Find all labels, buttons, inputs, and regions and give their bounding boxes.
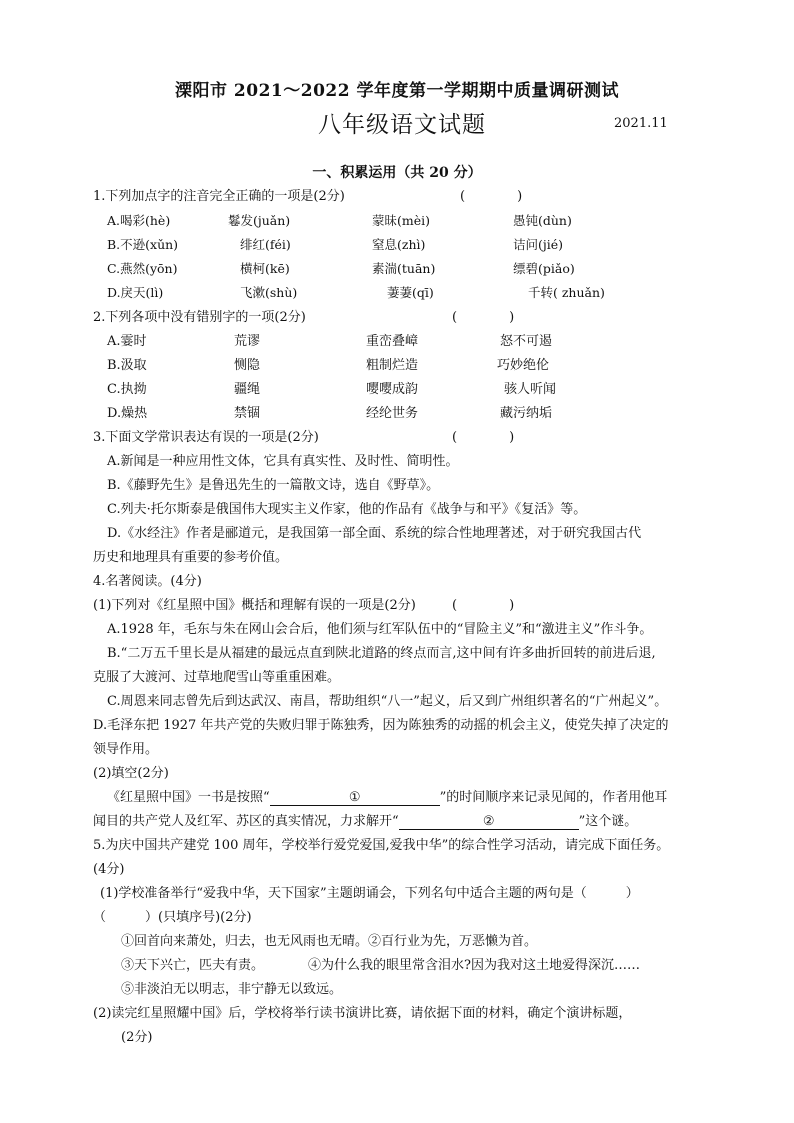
fill-blank-1[interactable] xyxy=(270,791,440,806)
q5-stem-cont: (4分) xyxy=(93,862,125,877)
q1-d-3: 萋萋(qī) xyxy=(387,285,434,300)
q2-c-1: C.执拗 xyxy=(107,382,147,397)
q1-a-2: 鬈发(juǎn) xyxy=(228,213,291,228)
q2-a-2: 荒谬 xyxy=(234,334,261,349)
q4-part1-paren: ( ) xyxy=(452,598,515,613)
q4-option-b-cont: 克服了大渡河、过草地爬雪山等重重困难。 xyxy=(93,670,341,685)
q2-a-3: 重峦叠嶂 xyxy=(366,334,419,349)
q2-d-1: D.燥热 xyxy=(107,406,148,421)
q1-a-4: 愚钝(dùn) xyxy=(513,213,572,228)
q1-c-2: 横柯(kē) xyxy=(240,261,290,276)
q2-b-3: 粗制烂造 xyxy=(366,358,419,373)
q4-stem: 4.名著阅读。(4分) xyxy=(93,574,202,589)
q2-c-3: 嘤嘤成韵 xyxy=(366,382,419,397)
q1-c-1: C.燕然(yōn) xyxy=(107,261,178,276)
q3-answer-paren: ( ) xyxy=(452,430,515,445)
q5-options-line1: ①回首向来萧处，归去，也无风雨也无晴。②百行业为先，万恶懒为首。 xyxy=(121,934,538,949)
q1-b-4: 诘问(jié) xyxy=(513,237,564,252)
q3-option-a: A.新闻是一种应用性文体，它具有真实性、及时性、简明性。 xyxy=(107,454,459,469)
q4-fill-line1 xyxy=(107,790,667,806)
q3-stem: 3.下面文学常识表达有误的一项是(2分) xyxy=(93,430,319,445)
q4-part2-stem: (2)填空(2分) xyxy=(93,766,169,781)
q4-fill2-pre: 闻目的共产党人及红军、苏区的真实情况，力求解开“ xyxy=(93,814,399,829)
q2-d-3: 经纶世务 xyxy=(366,406,419,421)
q1-stem: 1.下列加点字的注音完全正确的一项是(2分) xyxy=(93,189,345,204)
q2-a-1: A.霎时 xyxy=(107,334,147,349)
q5-part1-line1: (1)学校准备举行“爱我中华，天下国家”主题朗诵会，下列名句中适合主题的两句是（ ） xyxy=(100,886,639,901)
q4-part1-stem: (1)下列对《红星照中国》概括和理解有误的一项是(2分) xyxy=(93,598,416,613)
q2-c-4: 骇人听闻 xyxy=(504,382,557,397)
q1-d-4: 千转( zhuǎn) xyxy=(528,285,605,300)
q1-b-1: B.不逊(xǔn) xyxy=(107,237,179,252)
q4-option-a: A.1928 年，毛东与朱在网山会合后，他们须与红军队伍中的“冒险主义”和“激进主义”作斗争。 xyxy=(107,622,653,637)
q2-b-2: 恻隐 xyxy=(234,358,261,373)
q3-option-d: D.《水经注》作者是郦道元，是我国第一部全面、系统的综合性地理著述，对于研究我国古代 xyxy=(107,526,642,541)
q1-b-3: 窒息(zhì) xyxy=(372,237,426,252)
q1-c-4: 缥碧(piǎo) xyxy=(513,261,575,276)
q1-a-1: A.喝彩(hè) xyxy=(107,213,171,228)
q4-fill2-post: ”这个谜。 xyxy=(578,814,638,829)
q5-option-3: ③天下兴亡，匹夫有责。 xyxy=(121,958,265,973)
q2-b-1: B.汲取 xyxy=(107,358,147,373)
q5-stem: 5.为庆中国共产建党 100 周年，学校举行爱党爱国,爱我中华”的综合性学习活动，请完成下面任务。 xyxy=(93,838,670,853)
q1-c-3: 素湍(tuān) xyxy=(372,261,436,276)
fill-blank-1-mark: ① xyxy=(348,790,361,805)
q5-option-4: ④为什么我的眼里常含泪水?因为我对这土地爱得深沉…… xyxy=(308,958,640,973)
q4-option-c: C.周恩来同志曾先后到达武汉、南昌，帮助组织“八一”起义，后又到广州组织著名的“广州起义”。 xyxy=(107,694,668,709)
exam-subtitle: 八年级语文试题 xyxy=(318,112,486,138)
q4-fill1-post: ”的时间顺序来记录见闻的，作者用他耳 xyxy=(439,790,668,805)
q2-d-2: 禁锢 xyxy=(234,406,261,421)
q2-c-2: 疆绳 xyxy=(234,382,261,397)
q1-answer-paren: ( ) xyxy=(460,189,523,204)
q4-fill-line2 xyxy=(93,814,637,830)
q5-part1-line2: （ ）(只填序号)(2分) xyxy=(93,910,252,925)
q1-d-2: 飞漱(shù) xyxy=(240,285,298,300)
q1-d-1: D.戾天(lì) xyxy=(107,285,164,300)
q1-a-3: 蒙昧(mèi) xyxy=(372,213,431,228)
q3-option-b: B.《藤野先生》是鲁迅先生的一篇散文诗，选自《野草》。 xyxy=(107,478,440,493)
exam-date: 2021.11 xyxy=(614,116,668,131)
q1-b-2: 绯红(féi) xyxy=(240,237,291,252)
q4-option-d-cont: 领导作用。 xyxy=(93,742,159,757)
section-title: 一、积累运用（共 20 分） xyxy=(312,165,482,181)
q2-answer-paren: ( ) xyxy=(452,310,515,325)
q2-d-4: 藏污纳垢 xyxy=(500,406,553,421)
fill-blank-2-mark: ② xyxy=(482,814,495,829)
q5-part2-line2: (2分) xyxy=(121,1030,153,1045)
q3-option-c: C.列夫·托尔斯泰是俄国伟大现实主义作家，他的作品有《战争与和平》《复活》等。 xyxy=(107,502,587,517)
q3-option-d-cont: 历史和地理具有重要的参考价值。 xyxy=(93,550,289,565)
q2-b-4: 巧妙绝伦 xyxy=(497,358,550,373)
exam-title: 溧阳市 2021～2022 学年度第一学期期中质量调研测试 xyxy=(175,81,619,101)
q4-option-d: D.毛泽东把 1927 年共产党的失败归罪于陈独秀，因为陈独秀的动摇的机会主义，使党失掉了决定的 xyxy=(93,718,669,733)
q4-fill1-pre: 《红星照中国》一书是按照“ xyxy=(107,790,270,805)
q2-a-4: 怒不可遏 xyxy=(500,334,553,349)
q5-part2-line1: (2)读完红星照耀中国》后，学校将举行读书演讲比赛，请依据下面的材料，确定个演讲标题， xyxy=(93,1006,632,1021)
q2-stem: 2.下列各项中没有错别字的一项(2分) xyxy=(93,310,306,325)
q4-option-b: B.“二万五千里长是从福建的最远点直到陕北道路的终点而言,这中间有许多曲折回转的前进后退, xyxy=(107,646,656,661)
fill-blank-2[interactable] xyxy=(399,815,579,830)
q5-option-5: ⑤非淡泊无以明志，非宁静无以致远。 xyxy=(121,982,343,997)
